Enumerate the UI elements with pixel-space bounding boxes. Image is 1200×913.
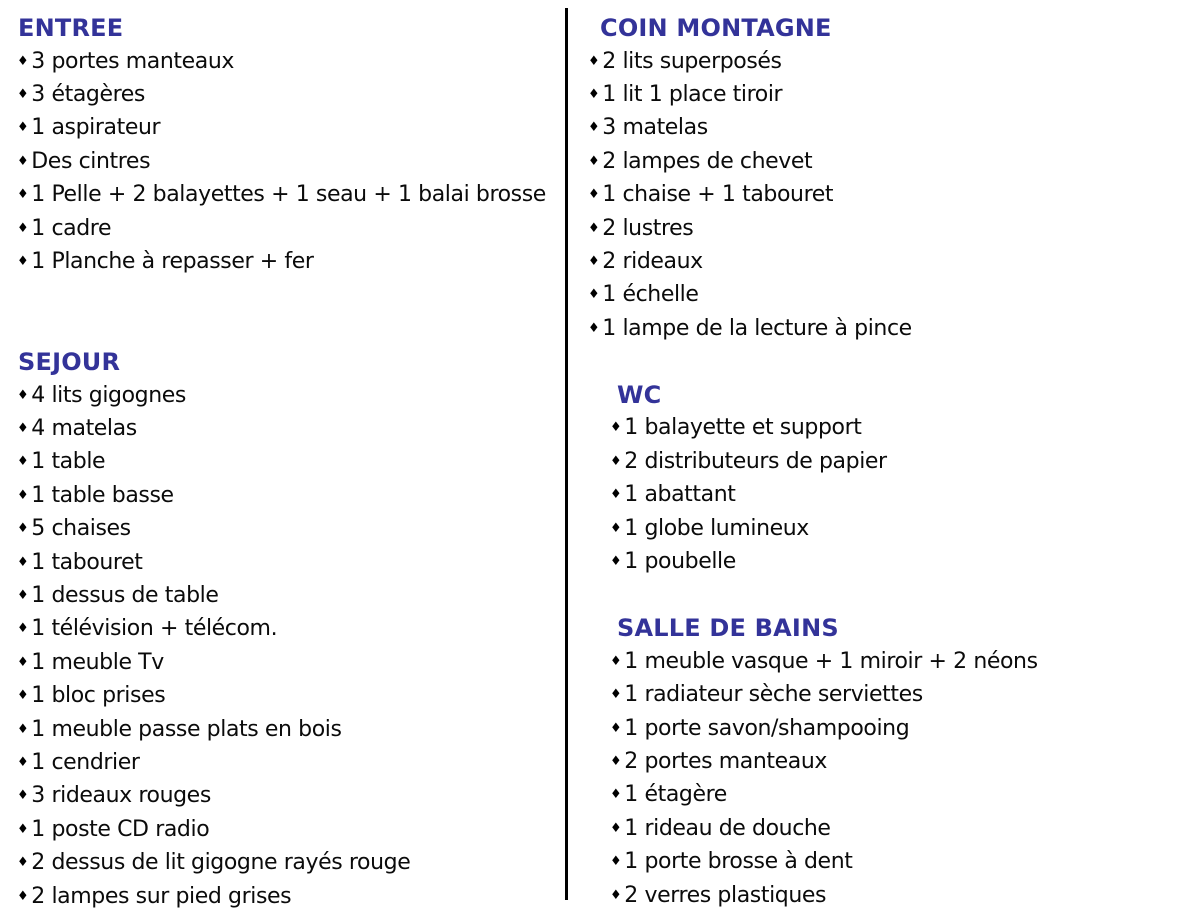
item-label: 1 étagère	[624, 782, 727, 808]
item-label: 4 lits gigognes	[31, 382, 186, 408]
item-label: 2 lustres	[602, 215, 694, 241]
diamond-bullet-icon: ♦	[17, 554, 29, 570]
item-label: 1 tabouret	[31, 549, 143, 575]
inventory-item	[17, 178, 562, 211]
inventory-item	[17, 445, 562, 478]
inventory-item	[17, 44, 562, 77]
item-label: Des cintres	[31, 148, 151, 174]
inventory-item	[588, 845, 1188, 878]
diamond-bullet-icon: ♦	[17, 821, 29, 837]
item-label: 1 balayette et support	[624, 415, 862, 441]
diamond-bullet-icon: ♦	[610, 820, 622, 836]
diamond-bullet-icon: ♦	[17, 487, 29, 503]
diamond-bullet-icon: ♦	[610, 887, 622, 903]
item-label: 1 lampe de la lecture à pince	[602, 315, 912, 341]
item-label: 3 matelas	[602, 115, 708, 141]
inventory-item	[17, 145, 562, 178]
diamond-bullet-icon: ♦	[17, 721, 29, 737]
diamond-bullet-icon: ♦	[588, 220, 600, 236]
inventory-item	[17, 813, 562, 846]
item-label: 4 matelas	[31, 416, 137, 442]
inventory-item	[17, 111, 562, 144]
inventory-item	[588, 111, 1188, 144]
inventory-item	[17, 679, 562, 712]
section-title: SEJOUR	[18, 347, 121, 376]
inventory-item	[17, 712, 562, 745]
item-label: 1 Pelle + 2 balayettes + 1 seau + 1 balai brosse	[31, 182, 546, 208]
item-label: 2 portes manteaux	[624, 749, 828, 774]
inventory-item	[588, 145, 1188, 178]
item-label: 2 distributeurs de papier	[624, 448, 887, 474]
inventory-item	[17, 746, 562, 779]
diamond-bullet-icon: ♦	[588, 120, 600, 136]
inventory-item	[17, 479, 562, 512]
diamond-bullet-icon: ♦	[17, 253, 29, 269]
diamond-bullet-icon: ♦	[610, 687, 622, 703]
inventory-item	[17, 545, 562, 578]
inventory-item	[17, 579, 562, 612]
diamond-bullet-icon: ♦	[17, 220, 29, 236]
item-label: 2 lampes de chevet	[602, 148, 813, 174]
inventory-item	[588, 44, 1188, 77]
diamond-bullet-icon: ♦	[610, 787, 622, 803]
section-title: ENTREE	[18, 13, 124, 42]
section-salle-de-bains	[588, 611, 1188, 912]
inventory-item	[17, 245, 562, 278]
diamond-bullet-icon: ♦	[17, 755, 29, 770]
section-title: COIN MONTAGNE	[600, 13, 832, 42]
diamond-bullet-icon: ♦	[17, 153, 29, 169]
section-coin-montagne	[588, 11, 1188, 345]
column-left	[17, 11, 562, 913]
diamond-bullet-icon: ♦	[588, 187, 600, 203]
inventory-item	[17, 612, 562, 645]
inventory-item	[17, 846, 562, 879]
diamond-bullet-icon: ♦	[610, 554, 622, 570]
inventory-item	[17, 512, 562, 545]
inventory-item	[588, 312, 1188, 345]
item-label: 1 poste CD radio	[31, 816, 210, 842]
item-label: 1 aspirateur	[31, 115, 161, 141]
diamond-bullet-icon: ♦	[17, 120, 29, 136]
diamond-bullet-icon: ♦	[588, 86, 600, 102]
diamond-bullet-icon: ♦	[610, 453, 622, 469]
item-label: 1 porte brosse à dent	[624, 849, 853, 875]
diamond-bullet-icon: ♦	[17, 421, 29, 437]
inventory-item	[588, 278, 1188, 311]
diamond-bullet-icon: ♦	[588, 53, 600, 69]
item-label: 1 globe lumineux	[624, 515, 809, 541]
item-label: 1 meuble Tv	[31, 649, 164, 675]
inventory-item	[17, 379, 562, 412]
inventory-item	[588, 711, 1188, 744]
item-label: 1 télévision + télécom.	[31, 616, 278, 642]
item-label: 1 cadre	[31, 215, 112, 241]
section-entree	[17, 11, 562, 278]
diamond-bullet-icon: ♦	[588, 253, 600, 269]
diamond-bullet-icon: ♦	[610, 520, 622, 536]
diamond-bullet-icon: ♦	[588, 287, 600, 303]
diamond-bullet-icon: ♦	[17, 521, 29, 537]
inventory-item	[588, 411, 1188, 444]
diamond-bullet-icon: ♦	[588, 153, 600, 169]
diamond-bullet-icon: ♦	[17, 788, 29, 804]
diamond-bullet-icon: ♦	[610, 854, 622, 870]
inventory-item	[588, 545, 1188, 578]
section-title: WC	[617, 380, 662, 409]
item-label: 1 porte savon/shampooing	[624, 715, 910, 741]
section-title: SALLE DE BAINS	[617, 613, 839, 642]
inventory-item	[588, 445, 1188, 478]
item-label: 1 Planche à repasser + fer	[31, 248, 314, 274]
inventory-item	[17, 211, 562, 244]
inventory-item	[588, 812, 1188, 845]
inventory-item	[17, 879, 562, 912]
diamond-bullet-icon: ♦	[17, 187, 29, 203]
item-label: 2 lits superposés	[602, 48, 782, 74]
diamond-bullet-icon: ♦	[610, 487, 622, 503]
diamond-bullet-icon: ♦	[17, 688, 29, 704]
diamond-bullet-icon: ♦	[610, 653, 622, 669]
item-label: 1 chaise + 1 tabouret	[602, 182, 834, 208]
item-label: 3 étagères	[31, 81, 145, 107]
diamond-bullet-icon: ♦	[610, 754, 622, 769]
inventory-item	[588, 778, 1188, 811]
inventory-item	[588, 211, 1188, 244]
item-label: 1 abattant	[624, 482, 736, 508]
item-label: 1 meuble passe plats en bois	[31, 716, 342, 742]
diamond-bullet-icon: ♦	[17, 855, 29, 871]
item-label: 1 radiateur sèche serviettes	[624, 682, 923, 708]
diamond-bullet-icon: ♦	[17, 588, 29, 604]
diamond-bullet-icon: ♦	[17, 654, 29, 670]
column-right	[588, 11, 1188, 912]
diamond-bullet-icon: ♦	[610, 720, 622, 736]
inventory-item	[588, 878, 1188, 911]
inventory-item	[17, 412, 562, 445]
item-label: 3 portes manteaux	[31, 48, 235, 74]
item-label: 2 rideaux	[602, 248, 703, 274]
diamond-bullet-icon: ♦	[610, 420, 622, 436]
inventory-item	[588, 678, 1188, 711]
item-label: 2 verres plastiques	[624, 882, 827, 908]
diamond-bullet-icon: ♦	[17, 53, 29, 69]
item-label: 1 table basse	[31, 482, 174, 508]
section-wc	[588, 378, 1188, 578]
diamond-bullet-icon: ♦	[17, 454, 29, 470]
item-label: 1 échelle	[602, 282, 699, 308]
inventory-item	[588, 745, 1188, 778]
item-label: 1 meuble vasque + 1 miroir + 2 néons	[624, 648, 1038, 674]
item-label: 3 rideaux rouges	[31, 783, 211, 809]
inventory-item	[588, 245, 1188, 278]
diamond-bullet-icon: ♦	[17, 387, 29, 403]
item-label: 1 cendrier	[31, 750, 140, 775]
inventory-item	[588, 511, 1188, 544]
item-label: 1 poubelle	[624, 549, 736, 575]
item-label: 1 table	[31, 449, 106, 475]
column-divider-line	[565, 8, 568, 900]
inventory-item	[17, 779, 562, 812]
inventory-item	[588, 478, 1188, 511]
inventory-item	[17, 78, 562, 111]
item-label: 2 lampes sur pied grises	[31, 883, 292, 909]
item-label: 1 lit 1 place tiroir	[602, 81, 783, 107]
item-label: 5 chaises	[31, 516, 131, 542]
item-label: 1 dessus de table	[31, 583, 219, 609]
diamond-bullet-icon: ♦	[17, 621, 29, 637]
section-sejour	[17, 345, 562, 913]
inventory-item	[17, 646, 562, 679]
inventory-item	[588, 645, 1188, 678]
item-label: 1 bloc prises	[31, 683, 166, 709]
diamond-bullet-icon: ♦	[17, 86, 29, 102]
diamond-bullet-icon: ♦	[588, 320, 600, 336]
item-label: 1 rideau de douche	[624, 815, 831, 841]
inventory-item	[588, 178, 1188, 211]
item-label: 2 dessus de lit gigogne rayés rouge	[31, 850, 411, 876]
inventory-item	[588, 78, 1188, 111]
diamond-bullet-icon: ♦	[17, 888, 29, 904]
